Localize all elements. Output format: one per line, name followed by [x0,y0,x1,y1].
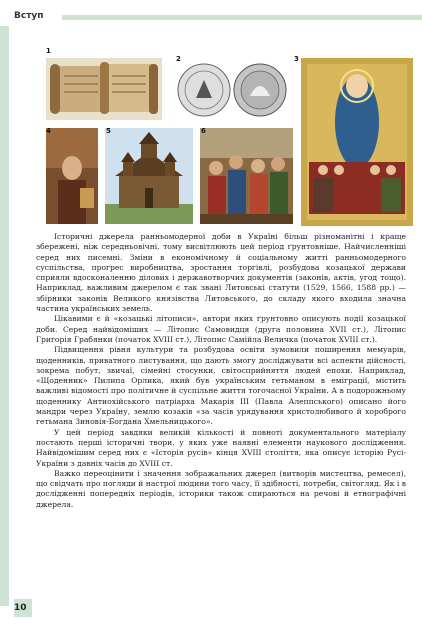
figure-4 [46,128,98,224]
icon-painting-image [301,58,413,226]
paragraph-3: Підвищення рівня культури та розбудова освіти зумовили поширення мемуарів, щоденників, приватного листування, що дають змогу досліджувати всі аспекти дійсності, зокрема побут, звичаї, сімейні стосунки, світосприйняття людей епохи. Наприклад, «Щоденник» Пилипа Орлика, який був українським гетьманом в еміграції, містить важливі відомості про політичне й суспільне життя тогочасної України. А в подорожньому щоденнику Антиохійського патріарха Макарія III (Павла Алеппського) описано його мандри через Україну, землю козаків «за часів урядування христолюбивого й хороброго гетьмана Зиновія-Богдана Хмельницького». [36,345,406,427]
wooden-church-image [105,128,193,224]
cossack-painting-image [200,128,293,224]
paragraph-5: Важко переоцінити і значення зображальних джерел (витворів мистецтва, ремесел), що свідчать про погляди й настрої людини того часу, її здібності, потреби, світогляд. Як і в дослідженні попередніх періодів, історики також спираються на речові й етнографічні джерела. [36,468,406,509]
figure-3 [301,58,413,226]
figure-2-number: 2 [176,55,181,63]
figure-5-number: 5 [106,127,111,135]
figure-1 [46,58,162,120]
page-number: 10 [14,603,27,613]
figure-4-number: 4 [46,127,51,135]
paragraph-2: Цікавими є й «козацькі літописи», автори яких ґрунтовно описують події козацької доби. Серед найвідоміших — Літопис Самовидця (друга половина XVII ст.), Літопис Григорія Грабянки (початок XVIII ст.), Літопис Самійла Величка (початок XVIII ст.). [36,314,406,344]
figure-6 [200,128,293,224]
figure-2 [176,55,288,120]
figure-3-number: 3 [294,55,299,63]
paragraph-1: Історичні джерела ранньомодерної доби в Україні більш різноманітні і краще збережені, ніж середньовічні, тому висвітлюють цей період ґрунтовніше. Найчисленніші серед них писемні. Зміни в економічному й соціальному житті ранньомодерного суспільства, прогрес виробництва, зростання торгівлі, розбудова козацької держави сприяли вдосконаленню ділових і державотворчих документів (законів, актів, угод тощо). Наприклад, важливим джерелом є так звані Литовські статути (1529, 1566, 1588 рр.) — збірники законів Великого князівства Литовського, до складу якого входила значна частина українських земель. [36,232,406,314]
section-title: Вступ [14,11,44,21]
figure-5 [105,128,193,224]
paragraph-4: У цей період завдяки великій кількості й повноті документального матеріалу постають перші історичні твори, у яких уже наявні елементи наукового дослідження. Найвідомішим серед них є «Історія русів» кінця XVIII століття, яка описує історію Русі-України з давніх часів до XVIII ст. [36,427,406,468]
header-accent-bar [62,15,422,20]
page-header [0,0,422,40]
figure-1-number: 1 [46,47,51,55]
figure-6-number: 6 [201,127,206,135]
seal-image [176,55,288,120]
body-text [36,232,406,510]
left-accent-bar [0,26,9,606]
scroll-manuscript-image [46,58,162,120]
portrait-painting-image [46,128,98,224]
